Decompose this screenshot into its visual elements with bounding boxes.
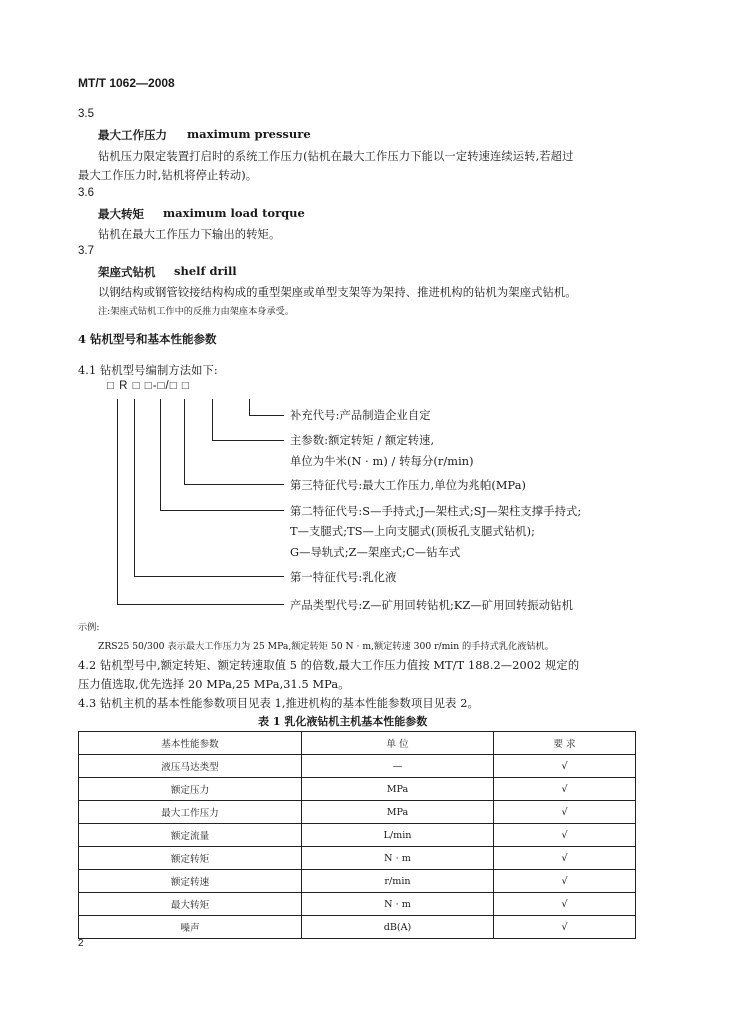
code-label: 补充代号:产品制造企业自定 [290,409,431,422]
code-label: 产品类型代号:Z—矿用回转钻机;KZ—矿用回转振动钻机 [290,599,573,612]
table-row [79,824,636,847]
connector-line [117,604,284,605]
table-cell: 额定转矩 [79,847,302,870]
term-title-en: maximum load torque [163,206,305,220]
table-cell: 最大转矩 [79,893,302,916]
connector-line [212,399,213,441]
clause-intro: 4.1 钻机型号编制方法如下: [78,364,218,377]
table-cell: √ [494,916,636,939]
term-title-en: maximum pressure [187,127,311,141]
table-cell: r/min [302,870,494,893]
connector-line [117,399,118,605]
term-definition-line: 钻机在最大工作压力下输出的转矩。 [98,228,281,241]
table-row [79,778,636,801]
code-label: 第一特征代号:乳化液 [290,571,397,584]
table-cell: 液压马达类型 [79,755,302,778]
table-cell: √ [494,778,636,801]
example-text: ZRS25 50/300 表示最大工作压力为 25 MPa,额定转矩 50 N · m,额定转速 300 r/min 的手持式乳化液钻机。 [98,641,554,652]
table-cell: √ [494,893,636,916]
section-number: 3.5 [78,108,94,120]
connector-line [134,576,284,577]
table-row [79,755,636,778]
term-title-cn: 架座式钻机 [98,265,156,279]
connector-line [134,399,135,577]
table-row [79,870,636,893]
performance-parameters-table [78,731,636,939]
term-title-cn: 最大工作压力 [98,128,167,142]
table-cell: √ [494,870,636,893]
connector-line [160,399,161,511]
table-cell: 额定压力 [79,778,302,801]
chapter-title: 4 钻机型号和基本性能参数 [78,332,217,346]
term-definition-line: 钻机压力限定装置打启时的系统工作压力(钻机在最大工作压力下能以一定转速连续运转,若超过 [98,150,574,163]
table-cell: N · m [302,847,494,870]
table-cell: 额定转速 [79,870,302,893]
term-title-en: shelf drill [174,264,237,278]
connector-line [160,510,284,511]
code-label: 第二特征代号:S—手持式;J—架柱式;SJ—架柱支撑手持式; [290,505,582,518]
term-title-cn: 最大转矩 [98,207,144,221]
code-label: 单位为牛米(N · m) / 转每分(r/min) [290,455,474,468]
connector-line [249,415,284,416]
table-cell: √ [494,801,636,824]
code-label: 第三特征代号:最大工作压力,单位为兆帕(MPa) [290,479,527,492]
table-row [79,893,636,916]
table-row [79,801,636,824]
column-header: 要 求 [494,732,636,755]
column-header: 基本性能参数 [79,732,302,755]
connector-line [184,484,284,485]
column-header: 单 位 [302,732,494,755]
table-cell: L/min [302,824,494,847]
term-definition-line: 最大工作压力时,钻机将停止转动)。 [78,169,258,182]
table-cell: √ [494,824,636,847]
table-row [79,916,636,939]
clause-text: 4.2 钻机型号中,额定转矩、额定转速取值 5 的倍数,最大工作压力值按 MT/T 188.2—2002 规定的 [78,659,580,672]
table-header-row [79,732,636,755]
model-code-pattern: □ R □ □-□/□ □ [107,380,190,392]
clause-text: 压力值选取,优先选择 20 MPa,25 MPa,31.5 MPa。 [78,678,350,691]
table-cell: MPa [302,778,494,801]
standard-code: MT/T 1062—2008 [78,76,175,90]
table-cell: √ [494,847,636,870]
table-cell: dB(A) [302,916,494,939]
code-label: T—支腿式;TS—上向支腿式(顶板孔支腿式钻机); [290,525,536,538]
section-number: 3.7 [78,245,94,257]
table-cell: MPa [302,801,494,824]
table-cell: — [302,755,494,778]
table-cell: √ [494,755,636,778]
term-note: 注:架座式钻机工作中的反推力由架座本身承受。 [98,306,295,317]
connector-line [212,440,284,441]
table-cell: 最大工作压力 [79,801,302,824]
table-row [79,847,636,870]
code-label: G—导轨式;Z—架座式;C—钻车式 [290,546,461,559]
term-definition-line: 以钢结构或钢管铰接结构构成的重型架座或单型支架等为架持、推进机构的钻机为架座式钻机。 [98,286,577,299]
code-label: 主参数:额定转矩 / 额定转速, [290,434,435,447]
clause-text: 4.3 钻机主机的基本性能参数项目见表 1,推进机构的基本性能参数项目见表 2。 [78,697,479,710]
connector-line [184,399,185,485]
table-cell: N · m [302,893,494,916]
example-label: 示例: [78,622,100,633]
table-cell: 额定流量 [79,824,302,847]
page-number: 2 [78,938,84,949]
connector-line [249,399,250,416]
section-number: 3.6 [78,187,94,199]
table-caption: 表 1 乳化液钻机主机基本性能参数 [258,715,428,728]
table-cell: 噪声 [79,916,302,939]
